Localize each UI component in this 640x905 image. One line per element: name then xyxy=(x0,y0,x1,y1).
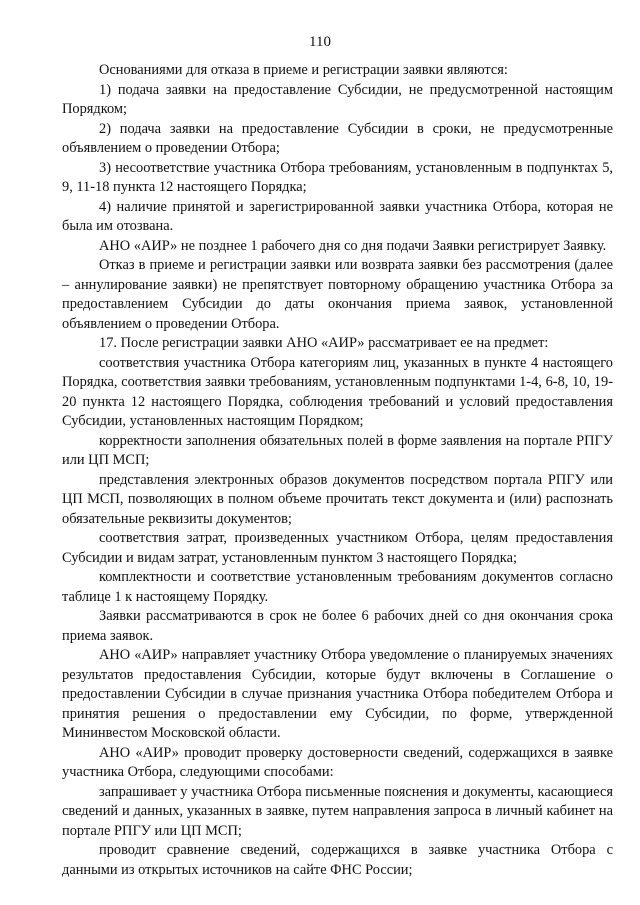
paragraph-ground-1: 1) подача заявки на предоставление Субсидии, не предусмотренной настоящим Порядком; xyxy=(62,81,613,117)
paragraph-notification: АНО «АИР» направляет участнику Отбора уведомление о планируемых значениях результатов предоставления Субсидии, которые будут включены в Соглашение о предоставлении Субсидии в случае признания участника Отбора победителем Отбора и принятия решения о предоставлении ему Субсидии, по форме, утвержденной Мининвестом Московской области. xyxy=(62,647,613,741)
paragraph-verification: АНО «АИР» проводит проверку достоверности сведений, содержащихся в заявке участника Отбора, следующими способами: xyxy=(62,744,613,780)
paragraph-annulment: Отказ в приеме и регистрации заявки или возврата заявки без рассмотрения (далее – аннулирование заявки) не препятствует повторному обращению участника Отбора за предоставлением Субсидии до даты окончания приема заявок, установленной объявлением о проведении Отбора. xyxy=(62,257,613,332)
paragraph-review-period: Заявки рассматриваются в срок не более 6 рабочих дней со дня окончания срока приема заявок. xyxy=(62,608,613,644)
paragraph-criteria-fields: корректности заполнения обязательных полей в форме заявления на портале РПГУ или ЦП МСП; xyxy=(62,432,613,468)
paragraph-verification-request: запрашивает у участника Отбора письменные пояснения и документы, касающиеся сведений и данных, указанных в заявке, путем направления запроса в личный кабинет на портале РПГУ или ЦП МСП; xyxy=(62,783,613,839)
paragraph-section-17: 17. После регистрации заявки АНО «АИР» рассматривает ее на предмет: xyxy=(99,335,549,351)
paragraph-criteria-completeness: комплектности и соответствие установленным требованиям документов согласно таблице 1 к настоящему Порядку. xyxy=(62,569,613,605)
document-body xyxy=(62,61,613,880)
paragraph-criteria-compliance: соответствия участника Отбора категориям лиц, указанных в пункте 4 настоящего Порядка, соответствия заявки требованиям, установленным подпунктами 1-4, 6-8, 10, 19-20 пункта 12 настоящего Порядка, соблюдения требований и условий предоставления Субсидии, установленных настоящим Порядком; xyxy=(62,354,613,429)
paragraph-registration: АНО «АИР» не позднее 1 рабочего дня со дня подачи Заявки регистрирует Заявку. xyxy=(99,237,607,254)
paragraph-verification-comparison: проводит сравнение сведений, содержащихся в заявке участника Отбора с данными из открытых источников на сайте ФНС России; xyxy=(62,842,613,878)
paragraph-refusal-grounds: Основаниями для отказа в приеме и регистрации заявки являются: xyxy=(99,62,508,78)
page-number: 110 xyxy=(309,34,331,50)
paragraph-ground-4: 4) наличие принятой и зарегистрированной заявки участника Отбора, которая не была им отозвана. xyxy=(62,198,613,234)
paragraph-criteria-documents: представления электронных образов документов посредством портала РПГУ или ЦП МСП, позволяющих в полном объеме прочитать текст документа и (или) распознать обязательные реквизиты документов; xyxy=(62,471,613,527)
paragraph-criteria-costs: соответствия затрат, произведенных участником Отбора, целям предоставления Субсидии и видам затрат, установленным пунктом 3 настоящего Порядка; xyxy=(62,530,613,566)
paragraph-ground-2: 2) подача заявки на предоставление Субсидии в сроки, не предусмотренные объявлением о проведении Отбора; xyxy=(62,120,613,156)
paragraph-ground-3: 3) несоответствие участника Отбора требованиям, установленным в подпунктах 5, 9, 11-18 пункта 12 настоящего Порядка; xyxy=(62,159,613,195)
